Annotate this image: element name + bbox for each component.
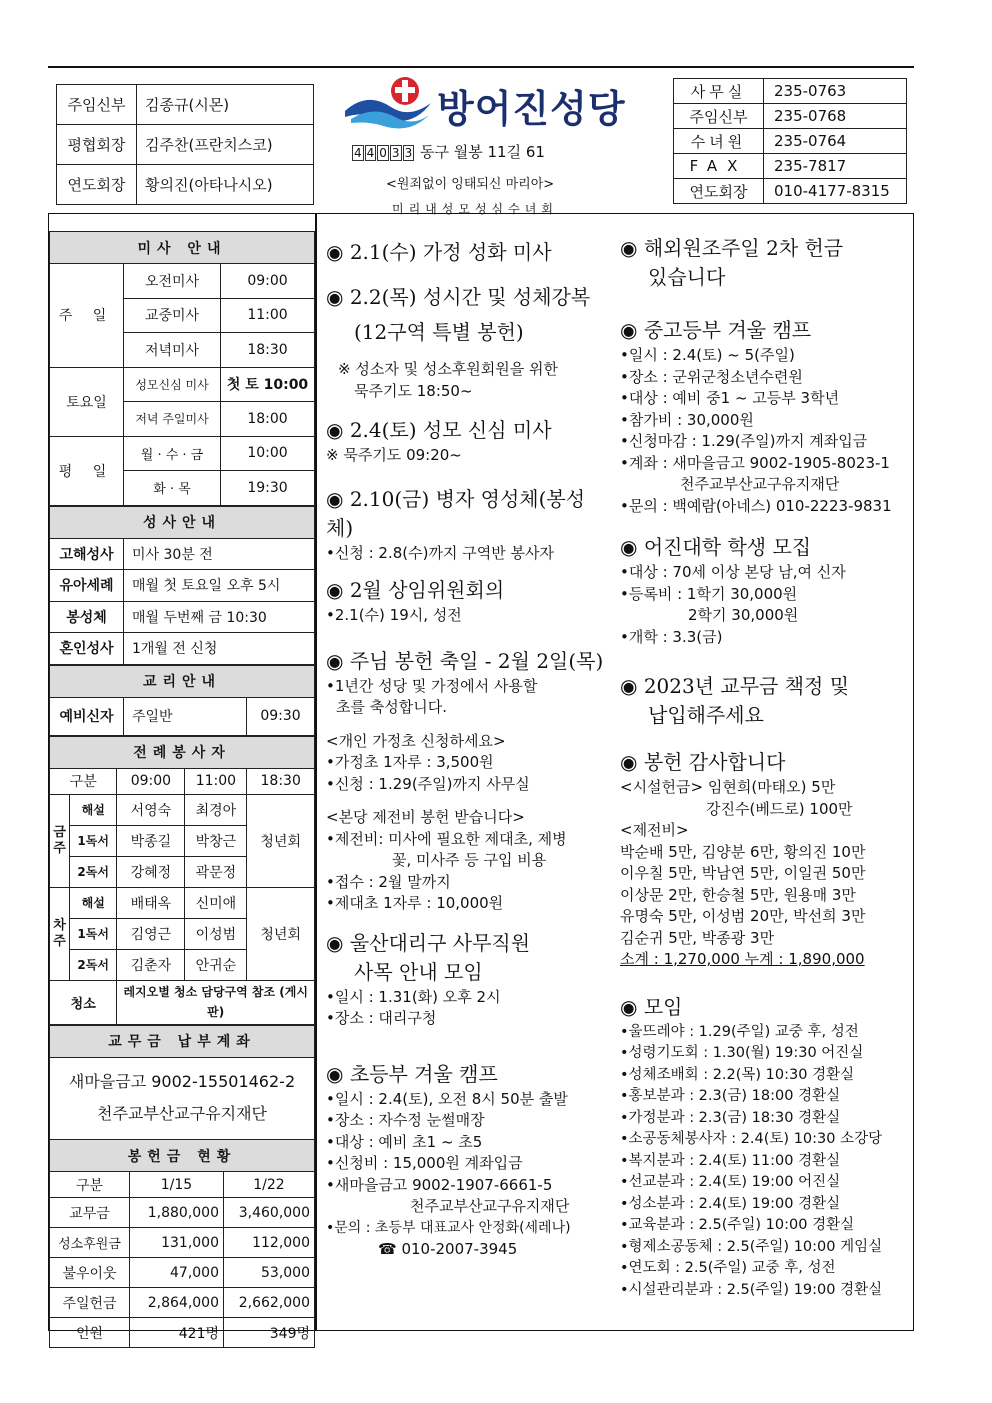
class-time: 09:30: [247, 697, 315, 735]
mass-time: 11:00: [221, 298, 315, 333]
notice-text: •대상 : 예비 중1 ~ 고등부 3학년: [620, 389, 840, 407]
column-header: 11:00: [185, 768, 247, 794]
server-name: 박창근: [185, 825, 247, 856]
church-name-title: 방어진성당: [437, 86, 626, 131]
bullet-icon: ◉: [326, 648, 344, 673]
server-name: 김영근: [117, 918, 185, 949]
table-row: [674, 154, 907, 179]
notice-text: •일시 : 2.4(토) ~ 5(주일): [620, 346, 795, 364]
mass-time: 첫 토 10:00: [221, 367, 315, 402]
notice-text: •장소 : 군위군청소년수련원: [620, 367, 803, 386]
table-row: [674, 104, 907, 129]
notice-text: •일시 : 2.4(토), 오전 8시 50분 출발: [326, 1089, 568, 1108]
server-name: 최경아: [185, 794, 247, 825]
zip-digit: 3: [404, 146, 413, 160]
list-item: •울뜨레야 : 1.29(주일) 교중 후, 성전: [620, 1023, 859, 1040]
notice-subheading: <본당 제전비 봉헌 받습니다>: [326, 808, 525, 826]
offering-type: 불우이웃: [50, 1258, 130, 1288]
notice-text: •제전비: 미사에 필요한 제대초, 제병: [326, 829, 567, 848]
notice-text: •문의 : 백예람(아네스) 010-2223-9831: [620, 496, 892, 515]
phone-value: 235-0763: [764, 79, 907, 104]
list-item: •홍보분과 : 2.3(금) 18:00 경환실: [620, 1088, 841, 1104]
sacrament-info: 미사 30분 전: [124, 538, 315, 570]
notice-text: •대상 : 70세 이상 본당 남,여 신자: [620, 563, 846, 581]
bullet-icon: ◉: [326, 486, 344, 511]
officer-key: 주임신부: [57, 85, 137, 125]
notice-text: •신청마감 : 1.29(주일)까지 계좌입금: [620, 432, 868, 450]
notice-text: 강진수(베드로) 100만: [706, 799, 853, 818]
street-address: 동구 월봉 11길 61: [419, 143, 545, 161]
notice-text: ☎ 010-2007-3945: [378, 1240, 518, 1258]
column-header: 18:30: [247, 768, 315, 794]
role-label: 2독서: [70, 856, 117, 887]
notice-text: •신청비 : 15,000원 계좌입금: [326, 1154, 523, 1172]
notice-heading: [620, 234, 910, 263]
list-item: •성령기도회 : 1.30(월) 19:30 어진실: [620, 1045, 864, 1061]
heading-text: 2.1(수) 가정 성화 미사: [349, 240, 552, 264]
notice-text: 천주교부산교구유지재단: [680, 475, 840, 493]
mass-name: 성모신심 미사: [124, 367, 221, 402]
notice-text: •등록비 : 1학기 30,000원: [620, 584, 798, 603]
church-address: [352, 141, 545, 162]
notice-text: •문의 : 초등부 대표교사 안정화(세레나): [326, 1219, 571, 1236]
server-name: 안귀순: [185, 949, 247, 980]
table-row: [57, 85, 314, 125]
notice-subheading: <제전비>: [620, 821, 689, 839]
column-header: 09:00: [117, 768, 185, 794]
evening-servers: 청년회: [247, 794, 315, 887]
bullet-icon: ◉: [620, 674, 638, 698]
tithe-account-table: [49, 1025, 315, 1140]
notice-heading: [326, 929, 606, 958]
column-header: 1/15: [130, 1172, 224, 1198]
notice-heading: [620, 316, 910, 345]
header-officers-table: [56, 84, 314, 205]
offering-amount: 112,000: [224, 1228, 315, 1258]
row-label: 평 일: [50, 436, 124, 505]
server-name: 이성범: [185, 918, 247, 949]
notice-text: 천주교부산교구유지재단: [410, 1197, 570, 1215]
column-divider: [315, 213, 317, 1331]
list-item: •소공동체봉사자 : 2.4(토) 10:30 소강당: [620, 1131, 883, 1147]
list-item: •교육분과 : 2.5(주일) 10:00 경환실: [620, 1217, 855, 1233]
mass-name: 오전미사: [124, 264, 221, 299]
heading-text: 있습니다: [648, 265, 726, 289]
notice-text: •접수 : 2월 말까지: [326, 872, 451, 891]
bullet-icon: ◉: [326, 418, 344, 442]
column-header: 구분: [50, 1172, 130, 1198]
officer-key: 평협회장: [57, 125, 137, 165]
section-title: 성사안내: [50, 506, 315, 538]
heading-text: 2.10(금) 병자 영성체(봉성체): [326, 486, 586, 540]
bullet-icon: ◉: [620, 994, 638, 1019]
officer-value: 김종규(시몬): [137, 85, 314, 125]
phone-value: 235-0764: [764, 129, 907, 154]
table-row: [674, 179, 907, 204]
account-info: [50, 1057, 315, 1139]
list-item: •성소분과 : 2.4(토) 19:00 경환실: [620, 1195, 841, 1212]
sacrament-name: 유아세례: [50, 570, 124, 602]
officer-value: 김주찬(프란치스코): [137, 125, 314, 165]
server-name: 배태옥: [117, 887, 185, 918]
notice-heading: [326, 647, 606, 676]
sacrament-name: 봉성체: [50, 601, 124, 633]
account-holder: 천주교부산교구유지재단: [96, 1104, 268, 1124]
week-label: 금주: [50, 794, 70, 887]
table-row: [57, 125, 314, 165]
notice-heading: [326, 238, 606, 267]
heading-text: 2월 상임위원회의: [349, 578, 505, 602]
notice-text: •2.1(수) 19시, 성전: [326, 606, 462, 624]
role-label: 2독서: [70, 949, 117, 980]
offering-type: 성소후원금: [50, 1228, 130, 1258]
offering-amount: 53,000: [224, 1258, 315, 1288]
heading-text: 울산대리구 사무직원: [349, 930, 531, 955]
section-title: 교무금 납부계좌: [50, 1025, 315, 1057]
offering-amount: 1,880,000: [130, 1198, 224, 1228]
phone-value: 235-7817: [764, 154, 907, 179]
donor-line: 박순배 5만, 김양분 6만, 황의진 10만: [620, 842, 866, 861]
phone-key: 사무실: [674, 79, 764, 104]
sacrament-info: 매월 두번째 금 10:30: [124, 601, 315, 633]
mass-time: 18:00: [221, 402, 315, 437]
offering-total: 소계 : 1,270,000 누계 : 1,890,000: [620, 950, 865, 968]
bullet-icon: ◉: [326, 1061, 344, 1086]
notice-text: •신청 : 2.8(수)까지 구역반 봉사자: [326, 543, 554, 562]
notice-text: •개학 : 3.3(금): [620, 627, 723, 646]
heading-text: 납입해주세요: [648, 703, 764, 727]
heading-text: 초등부 겨울 캠프: [349, 1061, 498, 1086]
bullet-icon: ◉: [326, 578, 344, 602]
notice-heading: [326, 576, 606, 605]
offering-table: [49, 1139, 315, 1348]
donor-line: 유명숙 5만, 이성범 20만, 박선희 3만: [620, 907, 866, 925]
notice-text: •계좌 : 새마을금고 9002-1905-8023-1: [620, 453, 890, 472]
sacrament-name: 고해성사: [50, 538, 124, 570]
heading-text: 2023년 교무금 책정 및: [643, 674, 850, 698]
offering-type: 주일헌금: [50, 1288, 130, 1318]
mass-time: 10:00: [221, 436, 315, 471]
list-item: •연도회 : 2.5(주일) 교중 후, 성전: [620, 1260, 836, 1276]
cleaning-label: 청소: [50, 980, 117, 1024]
doctrine-table: [49, 665, 315, 736]
notice-heading: [620, 993, 910, 1022]
notice-text: •장소 : 대리구청: [326, 1009, 437, 1027]
offering-amount: 3,460,000: [224, 1198, 315, 1228]
bullet-icon: ◉: [620, 750, 638, 774]
church-logo-icon: [343, 73, 435, 133]
heading-text: 어진대학 학생 모집: [643, 535, 812, 559]
mass-time: 09:00: [221, 264, 315, 299]
server-name: 박종길: [117, 825, 185, 856]
server-name: 신미애: [185, 887, 247, 918]
offering-amount: 2,662,000: [224, 1288, 315, 1318]
notice-text: •참가비 : 30,000원: [620, 410, 754, 429]
phone-key: 주임신부: [674, 104, 764, 129]
zip-digit: 3: [391, 146, 400, 160]
notice-heading: [620, 748, 910, 777]
notice-text: •장소 : 자수정 눈썰매장: [326, 1111, 485, 1129]
row-label: 주 일: [50, 264, 124, 368]
mass-name: 화 · 목: [124, 471, 221, 506]
offering-amount: 349명: [224, 1318, 315, 1348]
role-label: 1독서: [70, 918, 117, 949]
middle-column: [326, 230, 606, 1261]
notice-text: ※ 묵주기도 09:20~: [326, 446, 462, 464]
list-item: •성체조배회 : 2.2(목) 10:30 경환실: [620, 1066, 855, 1083]
header-phone-table: [673, 78, 907, 204]
list-item: •시설관리분과 : 2.5(주일) 19:00 경환실: [620, 1281, 883, 1298]
offering-amount: 47,000: [130, 1258, 224, 1288]
notice-text: •신청 : 1.29(주일)까지 사무실: [326, 774, 530, 793]
offering-amount: 421명: [130, 1318, 224, 1348]
heading-text: 2.2(목) 성시간 및 성체강복: [349, 285, 591, 309]
notice-text: 2학기 30,000원: [688, 606, 799, 624]
notice-heading: [326, 416, 606, 445]
notice-text: •일시 : 1.31(화) 오후 2시: [326, 987, 501, 1006]
bullet-icon: ◉: [326, 285, 344, 309]
offering-type: 교무금: [50, 1198, 130, 1228]
list-item: •가정분과 : 2.3(금) 18:30 경환실: [620, 1109, 841, 1126]
mass-name: 월 · 수 · 금: [124, 436, 221, 471]
notice-heading: [326, 1060, 606, 1089]
officer-key: 연도회장: [57, 165, 137, 205]
list-item: •선교분과 : 2.4(토) 19:00 어진실: [620, 1174, 841, 1190]
section-title: 전례봉사자: [50, 736, 315, 768]
notice-text: ※ 성소자 및 성소후원회원을 위한: [338, 360, 559, 378]
notice-text: •대상 : 예비 초1 ~ 초5: [326, 1132, 483, 1151]
mass-name: 저녁 주일미사: [124, 402, 221, 437]
heading-text: 사목 안내 모임: [354, 959, 483, 984]
left-column: [49, 231, 315, 1348]
sacrament-name: 혼인성사: [50, 633, 124, 665]
offering-amount: 131,000: [130, 1228, 224, 1258]
sisters-subtitle: 미리내성모성심수녀회: [392, 202, 558, 216]
officer-value: 황의진(아타나시오): [137, 165, 314, 205]
server-name: 김춘자: [117, 949, 185, 980]
notice-text: •가정초 1자루 : 3,500원: [326, 753, 494, 771]
section-title: 봉헌금 현황: [50, 1140, 315, 1172]
bullet-icon: ◉: [620, 318, 638, 342]
notice-heading: [326, 283, 606, 312]
mass-name: 저녁미사: [124, 333, 221, 368]
heading-text: 봉헌 감사합니다: [643, 750, 786, 774]
notice-heading: [620, 672, 910, 701]
table-row: [674, 129, 907, 154]
meeting-list: [620, 1022, 910, 1302]
heading-text: 중고등부 겨울 캠프: [643, 318, 812, 342]
notice-text: 초를 축성합니다.: [336, 698, 447, 716]
heading-text: 모임: [643, 994, 683, 1019]
heading-text: 주님 봉헌 축일 - 2월 2일(목): [349, 648, 604, 673]
evening-servers: 청년회: [247, 887, 315, 980]
table-row: [57, 165, 314, 205]
notice-heading: [620, 533, 910, 562]
notice-text: <시설헌금> 임현희(마태오) 5만: [620, 778, 836, 796]
server-name: 곽문정: [185, 856, 247, 887]
notice-subheading: <개인 가정초 신청하세요>: [326, 731, 506, 750]
heading-text: (12구역 특별 봉헌): [354, 320, 524, 344]
cleaning-info: 레지오별 청소 담당구역 참조 (게시판): [117, 980, 315, 1024]
bullet-icon: ◉: [326, 930, 344, 955]
section-title: 미사 안내: [50, 232, 315, 264]
notice-text: 꽃, 미사주 등 구입 비용: [392, 851, 547, 869]
column-header: 1/22: [224, 1172, 315, 1198]
right-column: [620, 226, 910, 1301]
heading-text: 해외원조주일 2차 헌금: [643, 236, 844, 260]
column-header: 구분: [50, 768, 117, 794]
table-row: [674, 79, 907, 104]
phone-key: 연도회장: [674, 179, 764, 204]
class-group: 주일반: [124, 697, 247, 735]
donor-line: 이상문 2만, 한승철 5만, 원용매 3만: [620, 885, 856, 904]
account-number: 새마을금고 9002-15501462-2: [68, 1072, 296, 1092]
notice-text: •제대초 1자루 : 10,000원: [326, 894, 504, 912]
zip-digit: 4: [354, 146, 362, 160]
notice-text: •새마을금고 9002-1907-6661-5: [326, 1175, 553, 1194]
role-label: 1독서: [70, 825, 117, 856]
phone-value: 010-4177-8315: [764, 179, 907, 204]
section-title: 교리안내: [50, 665, 315, 697]
bullet-icon: ◉: [326, 240, 344, 264]
zip-digit: 0: [379, 146, 387, 160]
patron-subtitle: <원죄없이 잉태되신 마리아>: [386, 177, 555, 192]
row-label: 토요일: [50, 367, 124, 436]
heading-text: 2.4(토) 성모 신심 미사: [349, 418, 552, 442]
list-item: •형제소공동체 : 2.5(주일) 10:00 게임실: [620, 1238, 883, 1255]
notice-text: 묵주기도 18:50~: [354, 381, 473, 400]
sacrament-info: 매월 첫 토요일 오후 5시: [124, 570, 315, 602]
offering-amount: 2,864,000: [130, 1288, 224, 1318]
phone-key: FAX: [674, 154, 764, 179]
mass-time: 19:30: [221, 471, 315, 506]
role-label: 해설: [70, 887, 117, 918]
donor-line: 김순귀 5만, 박종광 3만: [620, 928, 775, 947]
mass-name: 교중미사: [124, 298, 221, 333]
role-label: 해설: [70, 794, 117, 825]
sacrament-table: [49, 506, 315, 665]
phone-key: 수녀원: [674, 129, 764, 154]
server-name: 서영숙: [117, 794, 185, 825]
list-item: •복지분과 : 2.4(토) 11:00 경환실: [620, 1152, 841, 1169]
phone-value: 235-0768: [764, 104, 907, 129]
zip-digit: 4: [366, 146, 375, 160]
bullet-icon: ◉: [620, 535, 638, 559]
mass-schedule-table: [49, 231, 315, 506]
offering-type: 인원: [50, 1318, 130, 1348]
sacrament-info: 1개월 전 신청: [124, 633, 315, 665]
notice-heading: [326, 485, 606, 543]
top-rule: [48, 66, 914, 68]
week-label: 차주: [50, 887, 70, 980]
notice-text: •1년간 성당 및 가정에서 사용할: [326, 676, 538, 695]
donor-line: 이우칠 5만, 박남연 5만, 이일권 50만: [620, 864, 866, 882]
liturgy-servers-table: [49, 736, 315, 1025]
mass-time: 18:30: [221, 333, 315, 368]
class-name: 예비신자: [50, 697, 124, 735]
bullet-icon: ◉: [620, 236, 638, 260]
server-name: 강혜정: [117, 856, 185, 887]
